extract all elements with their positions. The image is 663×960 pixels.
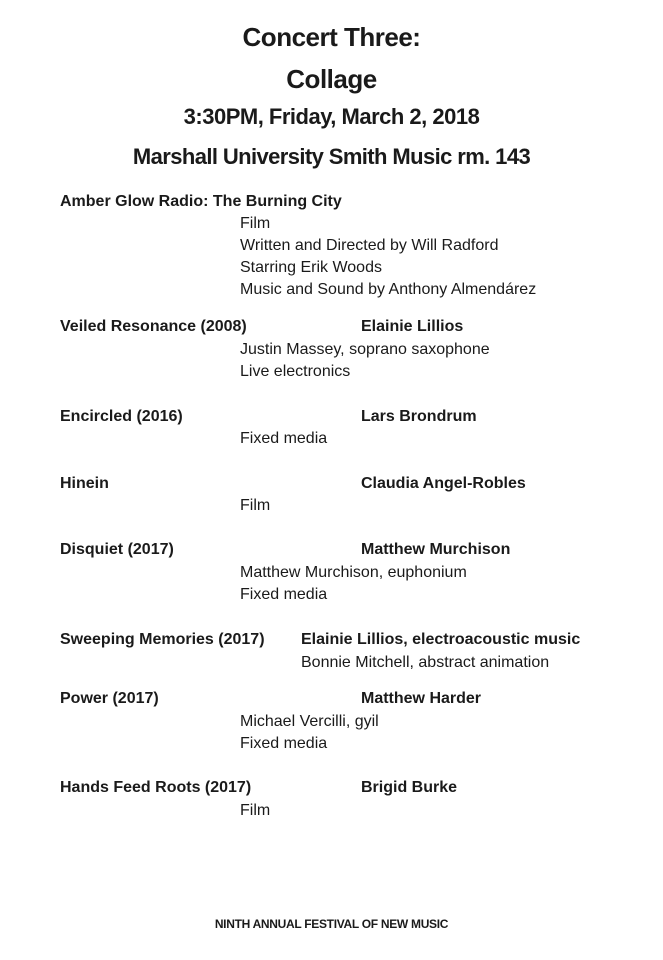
piece-detail: Live electronics — [240, 363, 351, 380]
concert-venue: Marshall University Smith Music rm. 143 — [132, 144, 531, 169]
composer-name: Lars Brondrum — [361, 408, 477, 425]
piece-title: Power (2017) — [60, 690, 159, 707]
composer-name: Claudia Angel-Robles — [361, 475, 526, 492]
piece-detail: Matthew Murchison, euphonium — [240, 564, 467, 581]
composer-name: Elainie Lillios — [361, 318, 464, 335]
piece-title: Sweeping Memories (2017) — [60, 631, 265, 648]
piece-title: Hinein — [60, 475, 109, 492]
piece-detail: Starring Erik Woods — [240, 259, 382, 276]
composer-name: Brigid Burke — [361, 779, 458, 796]
piece-title: Veiled Resonance (2008) — [60, 318, 247, 335]
piece-detail: Justin Massey, soprano saxophone — [240, 341, 490, 358]
piece-detail: Fixed media — [240, 430, 328, 447]
concert-datetime: 3:30PM, Friday, March 2, 2018 — [183, 104, 480, 129]
piece-title: Disquiet (2017) — [60, 541, 174, 558]
concert-title: Concert Three: — [242, 22, 421, 52]
piece-title: Amber Glow Radio: The Burning City — [60, 193, 342, 210]
composer-name: Matthew Murchison — [361, 541, 511, 558]
concert-subtitle: Collage — [286, 64, 377, 94]
composer-name: Matthew Harder — [361, 690, 482, 707]
composer-name: Elainie Lillios, electroacoustic music — [301, 631, 581, 648]
piece-detail: Fixed media — [240, 735, 328, 752]
piece-detail: Film — [240, 215, 271, 232]
piece-detail: Written and Directed by Will Radford — [240, 237, 499, 254]
piece-detail: Bonnie Mitchell, abstract animation — [301, 654, 550, 671]
festival-footer: NINTH ANNUAL FESTIVAL OF NEW MUSIC — [214, 917, 449, 931]
piece-title: Encircled (2016) — [60, 408, 183, 425]
piece-title: Hands Feed Roots (2017) — [60, 779, 252, 796]
piece-detail: Michael Vercilli, gyil — [240, 713, 379, 730]
piece-detail: Film — [240, 497, 271, 514]
piece-detail: Fixed media — [240, 586, 328, 603]
piece-detail: Music and Sound by Anthony Almendárez — [240, 281, 537, 298]
piece-detail: Film — [240, 802, 271, 819]
